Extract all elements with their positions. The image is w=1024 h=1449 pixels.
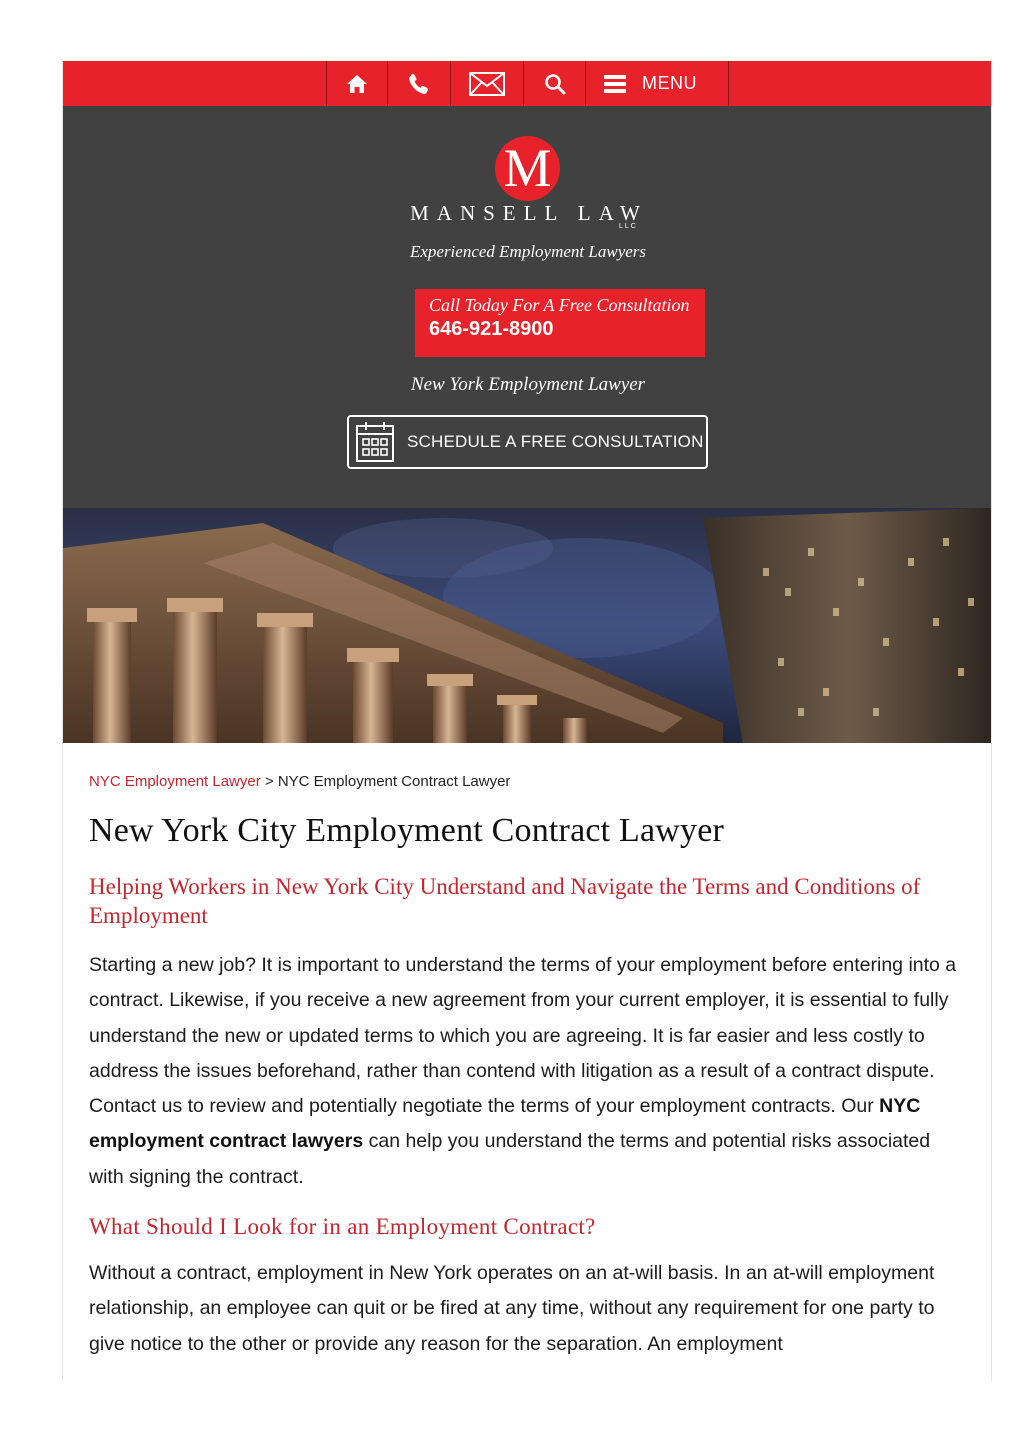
brand-suffix: LLC: [619, 223, 638, 230]
call-cta-button[interactable]: [415, 289, 705, 357]
nav-button-group: [326, 61, 729, 106]
intro-text-end: can help you understand the terms and potential risks associated with signing the contract.: [89, 1130, 931, 1188]
mail-icon: [469, 72, 505, 96]
section-paragraph: Without a contract, employment in New York operates on an at-will basis. In an at-will employment relationship, an employee can quit or be fired at any time, without any requirement for one party to give notice to the other or provide any reason for the separation. An employment: [89, 1262, 935, 1355]
home-button[interactable]: [327, 61, 388, 106]
breadcrumb: [89, 773, 969, 790]
brand-tagline: Experienced Employment Lawyers: [409, 242, 647, 261]
logo-badge[interactable]: [495, 136, 560, 201]
hamburger-icon: [604, 74, 626, 94]
site-header: [63, 106, 992, 508]
section-heading: What Should I Look for in an Employment Contract?: [89, 1214, 596, 1240]
search-icon: [544, 73, 566, 95]
calendar-icon: [355, 421, 395, 463]
schedule-consultation-button[interactable]: [347, 415, 708, 469]
breadcrumb-parent-link[interactable]: NYC Employment Lawyer: [89, 773, 261, 790]
email-button[interactable]: [451, 61, 524, 106]
main-content: [89, 743, 969, 1362]
schedule-label: SCHEDULE A FREE CONSULTATION: [407, 432, 704, 451]
brand-name[interactable]: MANSELL LAW: [410, 201, 648, 225]
page-title: New York City Employment Contract Lawyer: [89, 812, 725, 849]
top-nav-bar: [63, 61, 992, 106]
phone-button[interactable]: [388, 61, 451, 106]
menu-button[interactable]: [586, 61, 729, 106]
breadcrumb-current: NYC Employment Contract Lawyer: [277, 773, 511, 790]
phone-icon: [407, 72, 431, 96]
home-icon: [346, 74, 368, 94]
region-heading: New York Employment Lawyer: [410, 374, 646, 395]
menu-label: MENU: [642, 73, 697, 93]
page-subtitle: Helping Workers in New York City Understand and Navigate the Terms and Conditions of Employment: [89, 874, 921, 928]
search-button[interactable]: [524, 61, 586, 106]
breadcrumb-separator: >: [264, 773, 274, 790]
intro-text-start: Starting a new job? It is important to understand the terms of your employment before entering into a contract. Likewise, if you receive a new agreement from your current employer, it is essential to fully understand the new or updated terms to which you are agreeing. It is far easier and less costly to address the issues beforehand, rather than contend with litigation as a result of a contract dispute. Contact us to review and potentially negotiate the terms of your employment contracts. Our: [89, 954, 957, 1118]
hero-image: [63, 508, 992, 743]
intro-bold-link[interactable]: NYC employment contract lawyers: [89, 1095, 921, 1153]
page: [62, 61, 992, 1381]
cta-phone-number: 646-921-8900: [429, 318, 554, 340]
courthouse-illustration: [63, 508, 992, 743]
cta-text: Call Today For A Free Consultation: [429, 295, 690, 315]
logo-letter: M: [503, 137, 552, 198]
intro-paragraph: [89, 948, 969, 1195]
